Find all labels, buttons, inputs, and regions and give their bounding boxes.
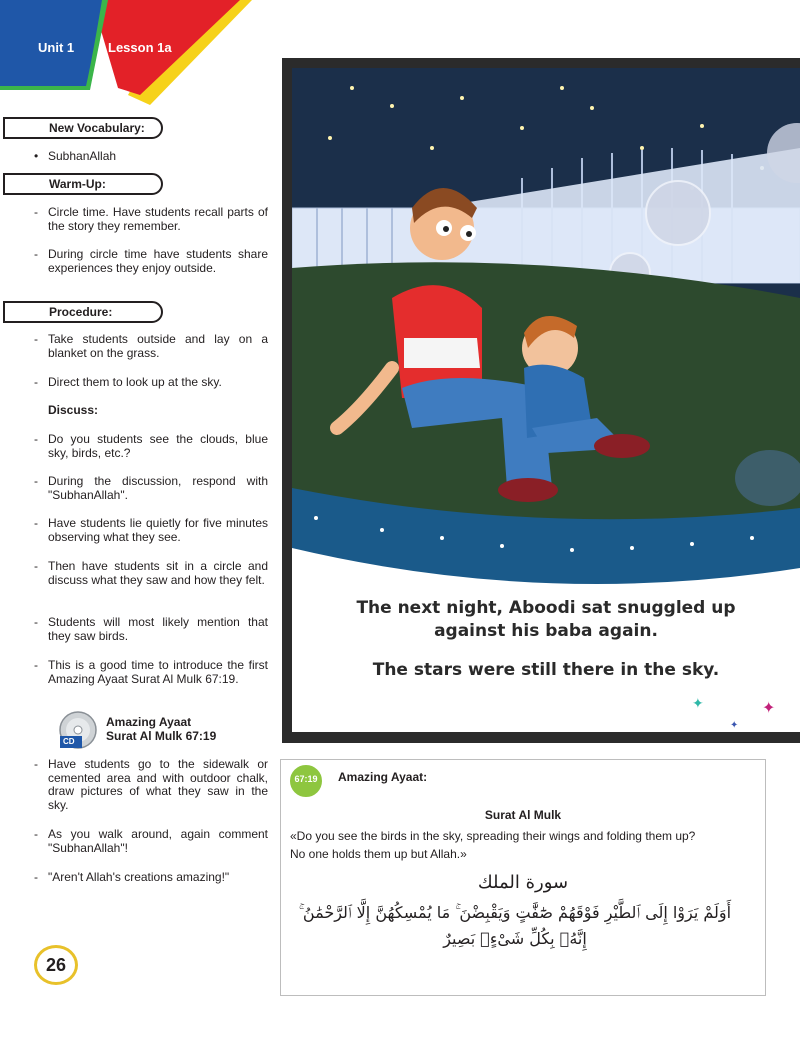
warmup-item-1: - Circle time. Have students recall parts of the story they remember. — [34, 205, 268, 233]
activity-item-3: - "Aren't Allah's creations amazing!" — [34, 870, 230, 884]
svg-text:✦: ✦ — [762, 698, 776, 717]
arabic-ayah: أَوَلَمْ يَرَوْا إِلَى ٱلطَّيْرِ فَوْقَهُمْ صَٰٓفَّٰتٍ وَيَقْبِضْنَ ۚ مَا يُمْسِكُهُنَّ إِلَّا ٱلرَّحْمَٰنُ ۚ إِنَّهُۥ بِكُلِّ شَىْءٍۭ بَصِيرٌ — [298, 903, 732, 948]
svg-text:✦: ✦ — [692, 696, 704, 712]
ayaat-badge-label: 67:19 — [294, 774, 318, 784]
surah-name: Surat Al Mulk — [484, 808, 562, 822]
section-warm-up: Warm-Up: — [3, 173, 163, 195]
story-line-2: against his baba again. — [434, 621, 658, 641]
ayah-translation: «Do you see the birds in the sky, spreading their wings and folding them up? No one holds them up but Allah.» — [290, 829, 696, 861]
cd-title: Amazing Ayaat Surat Al Mulk 67:19 — [106, 715, 217, 743]
arabic-surah-title: سورة الملك — [477, 872, 569, 893]
lesson-label: Lesson 1a — [108, 40, 172, 55]
vocab-item: • SubhanAllah — [34, 149, 117, 163]
activity-item-1: - Have students go to the sidewalk or cemented area and with outdoor chalk, draw pictures of what they saw in the sky. — [34, 757, 268, 812]
discuss-item-3: - Have students lie quietly for five minutes observing what they see. — [34, 516, 268, 544]
unit-label: Unit 1 — [38, 40, 75, 55]
svg-text:✦: ✦ — [730, 720, 739, 731]
ayaat-title: Amazing Ayaat: — [338, 770, 428, 784]
discuss-item-4: - Then have students sit in a circle and discuss what they saw and how they felt. — [34, 559, 268, 587]
story-line-3: The stars were still there in the sky. — [372, 660, 720, 680]
section-new-vocabulary: New Vocabulary: — [3, 117, 163, 139]
cd-label: CD — [63, 737, 75, 746]
discuss-item-2: - During the discussion, respond with "SubhanAllah". — [34, 474, 268, 502]
discuss-item-1: - Do you students see the clouds, blue sky, birds, etc.? — [34, 432, 268, 460]
warmup-item-2: - During circle time have students share experiences they enjoy outside. — [34, 247, 268, 275]
activity-item-2: - As you walk around, again comment "SubhanAllah"! — [34, 827, 268, 855]
procedure-item-2: - Direct them to look up at the sky. — [34, 375, 222, 389]
story-line-1: The next night, Aboodi sat snuggled up — [356, 598, 736, 618]
discuss-item-5: - Students will most likely mention that they saw birds. — [34, 615, 268, 643]
header-corner — [0, 0, 260, 110]
discuss-heading: Discuss: — [48, 403, 99, 417]
discuss-item-6: - This is a good time to introduce the first Amazing Ayaat Surat Al Mulk 67:19. — [34, 658, 268, 686]
section-procedure: Procedure: — [3, 301, 163, 323]
page-number: 26 — [34, 945, 78, 985]
procedure-item-1: - Take students outside and lay on a blanket on the grass. — [34, 332, 268, 360]
